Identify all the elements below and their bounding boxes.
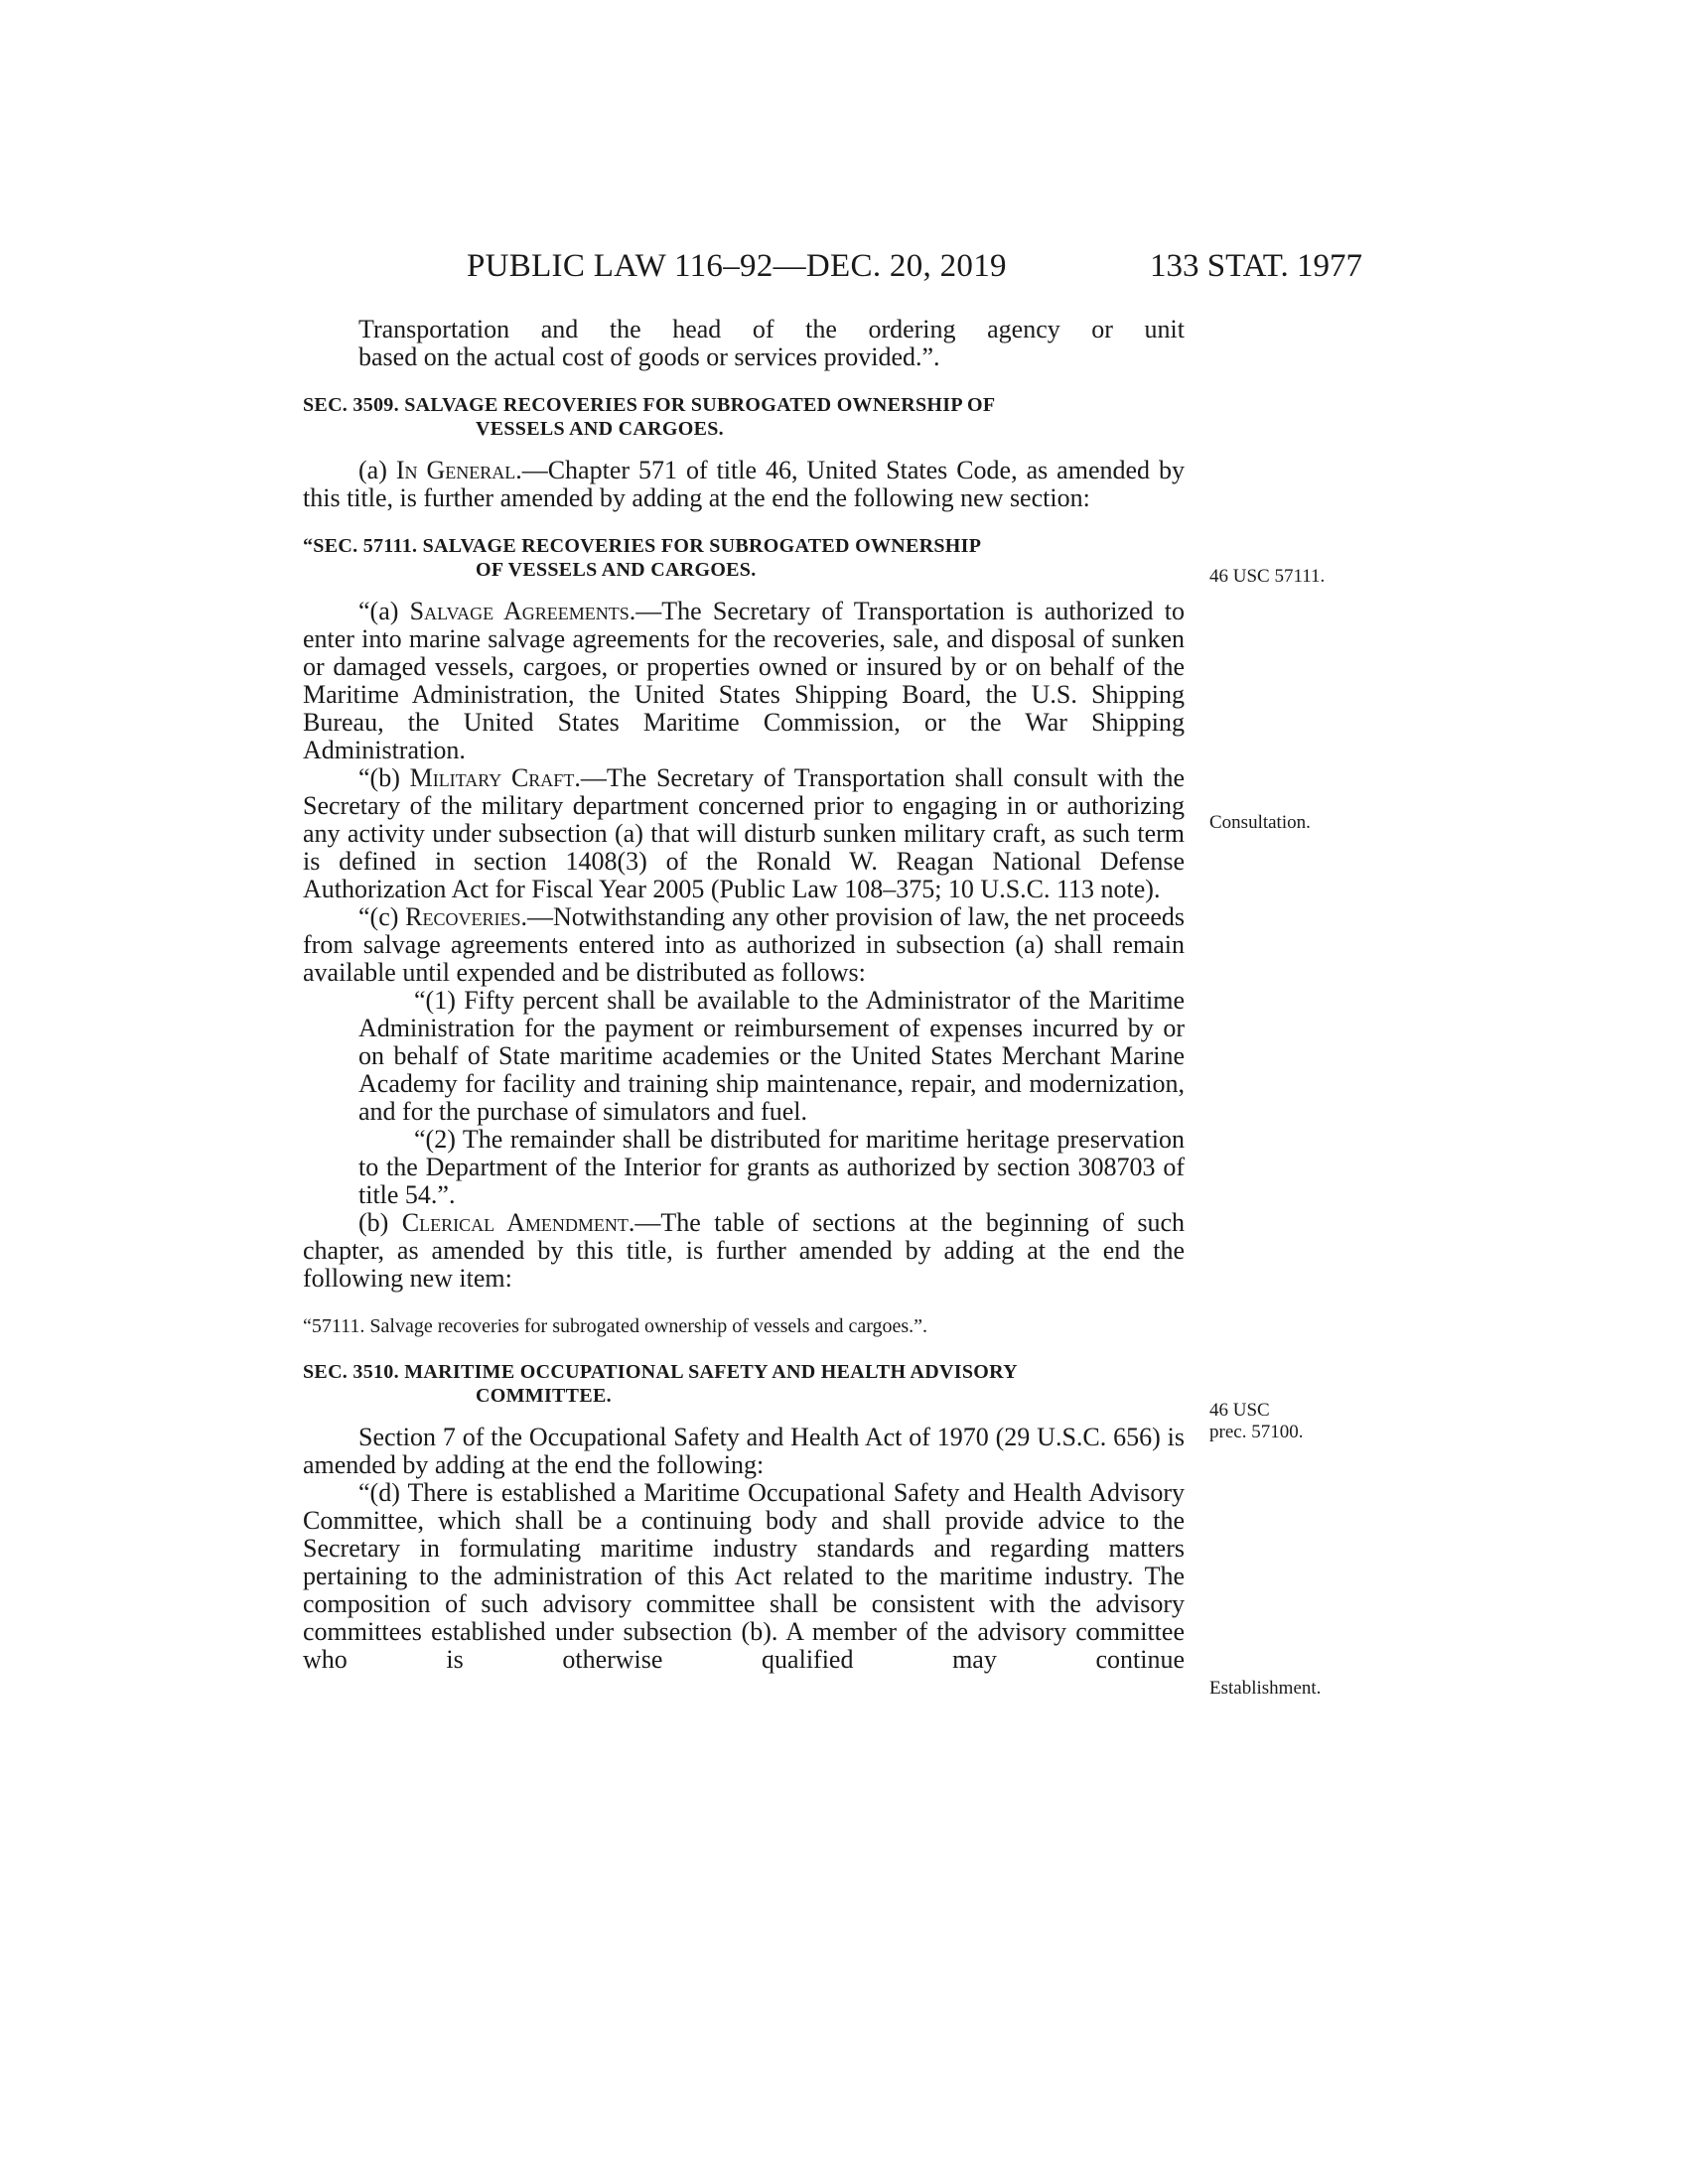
stat-page-number: 133 STAT. 1977 (1150, 248, 1363, 284)
margin-note-usc-57111: 46 USC 57111. (1209, 566, 1326, 587)
section-7-amendment-intro: Section 7 of the Occupational Safety and Health Act of 1970 (29 U.S.C. 656) is amended by adding at the end the following: (303, 1423, 1185, 1479)
paragraph-1-fifty-percent: “(1) Fifty percent shall be available to the Administrator of the Maritime Administration for the payment or reimbursement of expenses incurred by or on behalf of State maritime academies or the United States Merchant Marine Academy for facility and training ship maintenance, repair, and modernization, and for the purchase of simulators and fuel. (358, 986, 1185, 1126)
document-body (303, 316, 1185, 1674)
section-3509-heading-line2: VESSELS AND CARGOES. (476, 418, 724, 440)
margin-note-consultation: Consultation. (1209, 812, 1311, 833)
subsection-marker: “(c) (358, 902, 406, 931)
running-head: PUBLIC LAW 116–92—DEC. 20, 2019 (467, 248, 1007, 284)
paragraph-2-remainder: “(2) The remainder shall be distributed for maritime heritage preservation to the Department of the Interior for grants as authorized by section 308703 of title 54.”. (358, 1125, 1185, 1209)
subsection-text: .—Chapter 571 of title 46, United States Code, as amended by this title, is further amended by adding at the end the following new section: (303, 456, 1185, 512)
table-of-sections-item: “57111. Salvage recoveries for subrogated ownership of vessels and cargoes.”. (303, 1315, 928, 1337)
subsection-marker: “(a) (358, 597, 410, 625)
subsection-text: .—The Secretary of Transportation is authorized to enter into marine salvage agreements for the recoveries, sale, and disposal of sunken or damaged vessels, cargoes, or properties owned or insured by or on behalf of the Maritime Administration, the United States Shipping Board, the U.S. Shipping Bureau, the United States Maritime Commission, or the War Shipping Administration. (303, 597, 1185, 764)
subsection-text: .—The Secretary of Transportation shall consult with the Secretary of the military department concerned prior to engaging in or authorizing any activity under subsection (a) that will disturb sunken military craft, as such term is defined in section 1408(3) of the Ronald W. Reagan National Defense Authorization Act for Fiscal Year 2005 (Public Law 108–375; 10 U.S.C. 113 note). (303, 763, 1185, 903)
section-3510-heading-line1: SEC. 3510. MARITIME OCCUPATIONAL SAFETY AND HEALTH ADVISORY (303, 1361, 1018, 1383)
subsection-military-craft (303, 764, 1185, 903)
section-3510-heading (303, 1360, 1185, 1408)
section-3510-heading-line2: COMMITTEE. (476, 1385, 612, 1407)
margin-note-usc-prec-line1: 46 USC (1209, 1400, 1270, 1421)
margin-note-establishment: Establishment. (1209, 1678, 1322, 1699)
subsection-heading: Salvage Agreements (409, 597, 630, 625)
subsection-text: .—Notwithstanding any other provision of law, the net proceeds from salvage agreements entered into as authorized in subsection (a) shall remain available until expended and be distributed as follows: (303, 902, 1185, 987)
subsection-text: .—The table of sections at the beginning of such chapter, as amended by this title, is further amended by adding at the end the following new item: (303, 1208, 1185, 1293)
subsection-heading: Clerical Amendment (401, 1208, 629, 1237)
subsection-salvage-agreements (303, 598, 1185, 764)
section-3509-heading (303, 393, 1185, 441)
subsection-recoveries (303, 903, 1185, 987)
section-57111-heading-line2: OF VESSELS AND CARGOES. (476, 559, 757, 581)
subsection-marker: (b) (358, 1208, 402, 1237)
section-57111-heading (303, 534, 1185, 582)
subsection-b-clerical-amendment (303, 1209, 1185, 1293)
subsection-marker: (a) (358, 456, 396, 484)
margin-note-usc-prec-line2: prec. 57100. (1209, 1422, 1304, 1442)
continuation-line-1: Transportation and the head of the ordering agency or unit (358, 315, 1185, 343)
continuation-line-2: based on the actual cost of goods or services provided.”. (358, 342, 940, 371)
section-57111-heading-line1: “SEC. 57111. SALVAGE RECOVERIES FOR SUBROGATED OWNERSHIP (303, 535, 982, 557)
subsection-d-establishment: “(d) There is established a Maritime Occupational Safety and Health Advisory Committee, which shall be a continuing body and shall provide advice to the Secretary in formulating maritime industry standards and regarding matters pertaining to the administration of this Act related to the maritime industry. The composition of such advisory committee shall be consistent with the advisory committees established under subsection (b). A member of the advisory committee who is otherwise qualified may continue (303, 1478, 1185, 1674)
section-3509-heading-line1: SEC. 3509. SALVAGE RECOVERIES FOR SUBROGATED OWNERSHIP OF (303, 394, 996, 416)
subsection-heading: In General (395, 456, 516, 484)
subsection-a-in-general (303, 457, 1185, 512)
margin-note-usc-prec (1209, 1400, 1303, 1443)
subsection-heading: Military Craft (409, 763, 575, 792)
subsection-heading: Recoveries (405, 902, 521, 931)
subsection-marker: “(b) (358, 763, 410, 792)
